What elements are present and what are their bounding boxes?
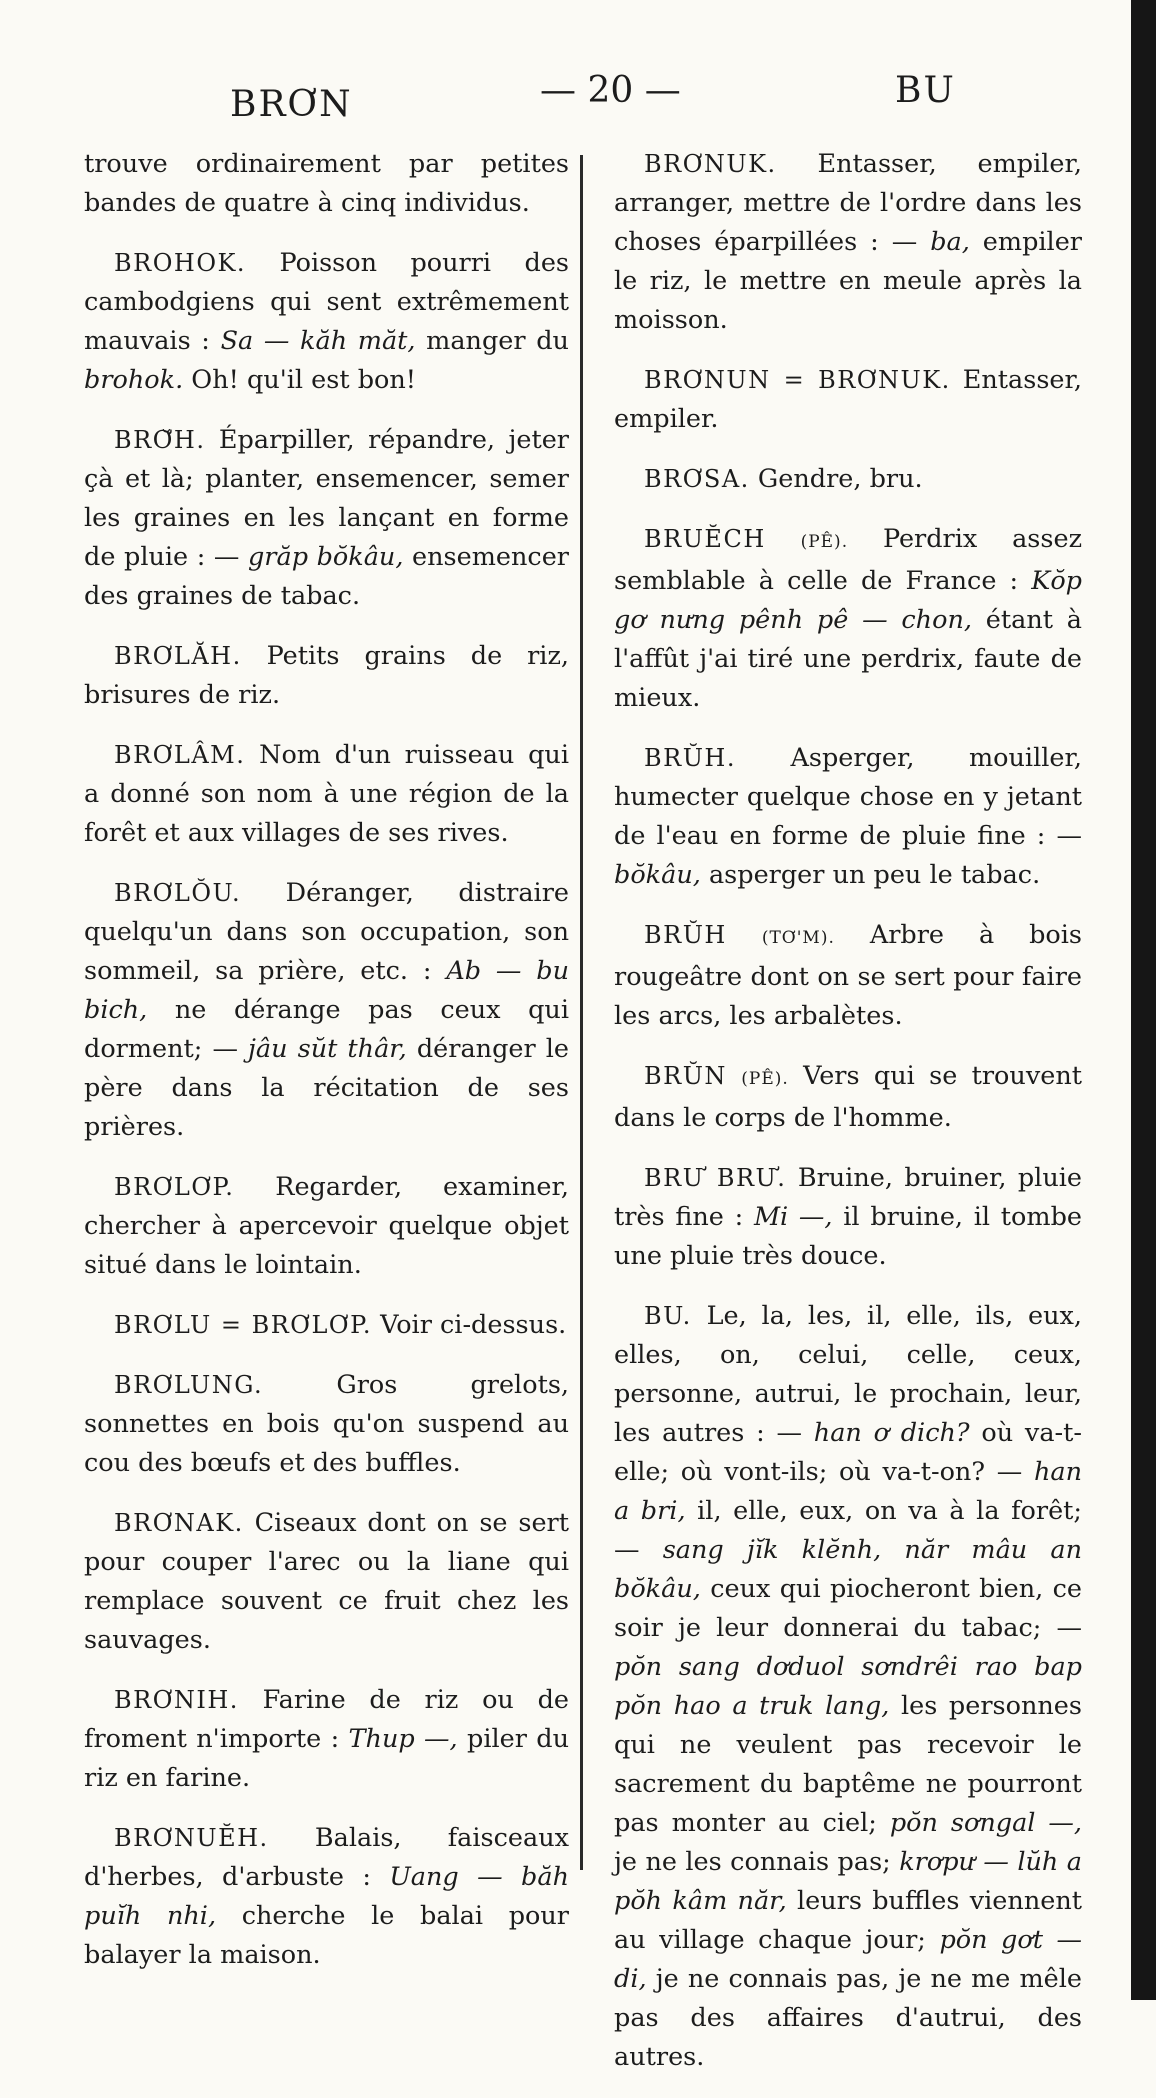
dictionary-entry (614, 739, 1082, 895)
entry-headword: BRƠNUN = BRƠNUK. (644, 366, 951, 394)
entry-definition: Petits grains de riz, brisures de riz. (84, 641, 570, 710)
page-number: — 20 — (540, 70, 681, 111)
entry-definition: Balais, faisceaux d'herbes, d'arbuste : (84, 1823, 569, 1892)
entry-tag: (PÊ). (800, 532, 849, 552)
page-header (0, 62, 1131, 132)
entry-example: pŏn sơngal —, (889, 1808, 1082, 1838)
entry-example: brohok. (84, 365, 184, 395)
entry-definition: ceux qui piocheront bien, ce soir je leur donnerai du tabac; — (614, 1574, 1082, 1643)
entry-definition: Déranger, distraire quelqu'un dans son occupation, son sommeil, sa prière, etc. : (84, 878, 569, 986)
entry-example: pŏn gơt — di, (614, 1925, 1083, 1994)
entry-example: Ab — bu bich, (84, 956, 569, 1025)
dictionary-entry (614, 361, 1082, 439)
header-left-keyword: BRƠN (230, 84, 353, 125)
dictionary-entry (84, 1306, 569, 1345)
entry-headword: BRŬN (644, 1062, 727, 1090)
entry-definition: piler du riz en farine. (84, 1724, 570, 1793)
entry-example: bŏkâu, (614, 860, 701, 890)
entry-definition: empiler le riz, le mettre en meule après la moisson. (614, 227, 1082, 335)
dictionary-entry (84, 736, 569, 853)
entry-definition: cherche le balai pour balayer la maison. (84, 1901, 569, 1970)
entry-definition: Oh! qu'il est bon! (183, 365, 417, 395)
entry-example: krơpư — lŭh a pŏh kâm năr, (614, 1847, 1082, 1916)
entry-headword: BRƠNAK. (114, 1509, 244, 1537)
continuation-text: trouve ordinairement par petites bandes de quatre à cinq individus. (84, 149, 569, 218)
entry-headword: BROHOK. (114, 249, 247, 277)
entry-example: Thup —, (348, 1724, 458, 1754)
dictionary-entry (614, 1057, 1082, 1138)
dictionary-entry (84, 244, 569, 400)
entry-definition: je ne les connais pas; (614, 1847, 900, 1877)
entry-example: grăp bŏkâu, (247, 542, 404, 572)
entry-definition: il bruine, il tombe une pluie très douce. (614, 1202, 1083, 1271)
entry-headword: BRƠLŎU. (114, 879, 242, 907)
entry-tag: (TƠ'M). (761, 928, 835, 948)
dictionary-entry (614, 1297, 1082, 2077)
dictionary-entry (614, 460, 1082, 499)
entry-example: jâu sŭt thâr, (248, 1034, 407, 1064)
entry-definition: Regarder, examiner, chercher à apercevoir quelque objet situé dans le lointain. (84, 1172, 569, 1280)
entry-example: Sa — kăh măt, (220, 326, 416, 356)
entry-example: sang jĭk klĕnh, năr mâu an bŏkâu, (614, 1535, 1083, 1604)
dictionary-entry (84, 1681, 569, 1798)
entry-definition: où va-t-elle; où vont-ils; où va-t-on? — (614, 1418, 1083, 1487)
entry-definition: Gendre, bru. (757, 464, 923, 494)
page-edge-shadow (1131, 0, 1156, 2000)
entry-headword: BRŬH. (644, 744, 736, 772)
entry-definition: Asperger, mouiller, humecter quelque chose en y jetant de l'eau en forme de pluie fine : — (614, 743, 1082, 851)
entry-definition: Ciseaux dont on se sert pour couper l'arec ou la liane qui remplace souvent ce fruit chez les sauvages. (84, 1508, 569, 1655)
dictionary-entry (84, 874, 569, 1147)
dictionary-entry (614, 1159, 1082, 1276)
dictionary-entry (84, 637, 569, 715)
entry-definition: Éparpiller, répandre, jeter çà et là; planter, ensemencer, semer les graines en les lançant en forme de pluie : — (84, 425, 570, 572)
entry-headword: BRƠLUNG. (114, 1371, 264, 1399)
entry-definition: ensemencer des graines de tabac. (84, 542, 569, 611)
entry-definition: leurs buffles viennent au village chaque jour; (614, 1886, 1082, 1955)
dictionary-entry (614, 916, 1082, 1036)
entry-headword: BRŬH (644, 921, 727, 949)
header-right-keyword: BU (895, 70, 956, 111)
dictionary-entry (84, 1366, 569, 1483)
entry-example: pŏn sang dơduol sơndrêi rao bap pŏn hao a truk lang, (614, 1652, 1082, 1721)
entry-example: Mi —, (753, 1202, 833, 1232)
entry-definition: manger du (415, 326, 569, 356)
left-column (84, 145, 569, 1996)
entry-definition: Vers qui se trouvent dans le corps de l'homme. (614, 1061, 1082, 1133)
entry-definition: Farine de riz ou de froment n'importe : (84, 1685, 569, 1754)
entry-headword: BU. (644, 1302, 692, 1330)
entry-headword: BRƠ̆H. (114, 426, 206, 454)
entry-definition: je ne connais pas, je ne me mêle pas des affaires d'autrui, des autres. (614, 1964, 1082, 2072)
dictionary-entry (84, 421, 569, 616)
column-divider (580, 155, 583, 1870)
entry-definition: les personnes qui ne veulent pas recevoir le sacrement du baptême ne pourront pas monter au ciel; (614, 1691, 1082, 1838)
entry-definition: Nom d'un ruisseau qui a donné son nom à une région de la forêt et aux villages de ses rives. (84, 740, 569, 848)
entry-definition: déranger le père dans la récitation de ses prières. (84, 1034, 569, 1142)
dictionary-entry (84, 1168, 569, 1285)
entry-headword: BRƠLU = BRƠLƠP. (114, 1311, 373, 1339)
entry-example: han a bri, (614, 1457, 1082, 1526)
entry-headword: BRƠNIH. (114, 1686, 239, 1714)
entry-definition: il, elle, eux, on va à la forêt; — (614, 1496, 1083, 1565)
entry-example: ba, (930, 227, 970, 257)
entry-headword: BRƯ BRƯ. (644, 1164, 787, 1192)
entry-definition: Entasser, empiler, arranger, mettre de l'ordre dans les choses éparpillées : — (614, 149, 1082, 257)
entry-example: Kŏp gơ nưng pênh pê — chon, (614, 566, 1082, 635)
entry-headword: BRƠNUĔH. (114, 1824, 269, 1852)
entry-definition: Bruine, bruiner, pluie très fine : (614, 1163, 1083, 1232)
entry-headword: BRƠLƠP. (114, 1173, 235, 1201)
dictionary-entry (614, 520, 1082, 718)
dictionary-entry (84, 1504, 569, 1660)
entry-headword: BRƠNUK. (644, 150, 777, 178)
entry-definition: asperger un peu le tabac. (700, 860, 1041, 890)
entry-definition: Entasser, empiler. (614, 365, 1082, 434)
right-column (614, 145, 1082, 2098)
entry-example: Uang — băh puĭh nhi, (84, 1862, 569, 1931)
entry-definition: étant à l'affût j'ai tiré une perdrix, faute de mieux. (614, 605, 1082, 713)
entry-definition: Gros grelots, sonnettes en bois qu'on suspend au cou des bœufs et des buffles. (84, 1370, 570, 1478)
entry-definition: Arbre à bois rougeâtre dont on se sert pour faire les arcs, les arbalètes. (614, 920, 1083, 1031)
entry-headword: BRƠLĂH. (114, 642, 242, 670)
entry-definition: Perdrix assez semblable à celle de France : (614, 524, 1083, 596)
dictionary-entry (84, 1819, 569, 1975)
entry-headword: BRƠSA. (644, 465, 750, 493)
entry-definition: Voir ci-dessus. (380, 1310, 567, 1340)
entry-definition: ne dérange pas ceux qui dorment; — (84, 995, 569, 1064)
entry-tag: (PÊ). (741, 1069, 789, 1089)
entry-headword: BRƠLÂM. (114, 741, 246, 769)
entry-headword: BRUĔCH (644, 525, 766, 553)
entry-definition: Le, la, les, il, elle, ils, eux, elles, on, celui, celle, ceux, personne, autrui, le prochain, leur, les autres : — (614, 1301, 1083, 1448)
dictionary-entry (614, 145, 1082, 340)
entry-example: han ơ dich? (813, 1418, 970, 1448)
entry-definition: Poisson pourri des cambodgiens qui sent extrêmement mauvais : (84, 248, 569, 356)
